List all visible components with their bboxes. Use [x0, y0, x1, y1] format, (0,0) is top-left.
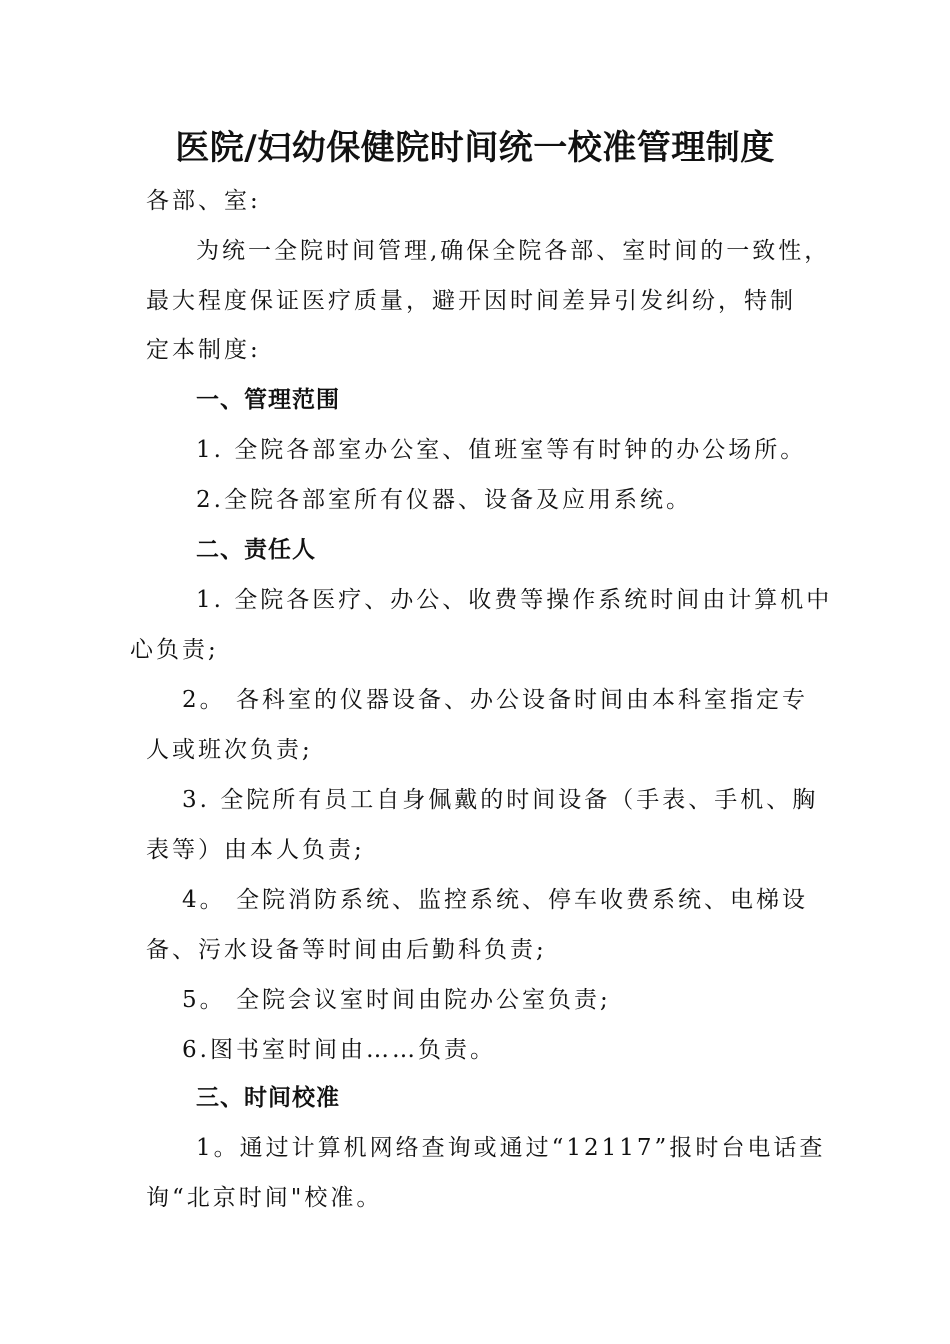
section-heading-calibration: 三、时间校准: [196, 1085, 340, 1111]
responsible-item-4: 4。 全院消防系统、监控系统、停车收费系统、电梯设: [182, 887, 808, 913]
responsible-item-6: 6.图书室时间由……负责。: [182, 1037, 496, 1063]
section-heading-scope: 一、管理范围: [196, 387, 340, 413]
scope-item-1: 1. 全院各部室办公室、值班室等有时钟的办公场所。: [196, 437, 807, 463]
scope-item-2: 2.全院各部室所有仪器、设备及应用系统。: [196, 487, 692, 513]
responsible-item-2: 2。 各科室的仪器设备、办公设备时间由本科室指定专: [182, 687, 808, 713]
document-title: 医院/妇幼保健院时间统一校准管理制度: [175, 128, 775, 168]
section-heading-responsible: 二、责任人: [196, 537, 316, 563]
salutation: 各部、室:: [146, 188, 261, 214]
responsible-item-1-cont: 心负责;: [130, 637, 219, 663]
intro-line-3: 定本制度:: [146, 337, 261, 363]
responsible-item-1: 1. 全院各医疗、办公、收费等操作系统时间由计算机中: [196, 587, 833, 613]
intro-line-1: 为统一全院时间管理,确保全院各部、室时间的一致性，: [196, 238, 831, 264]
responsible-item-4-cont: 备、污水设备等时间由后勤科负责;: [146, 937, 547, 963]
calibration-item-1: 1。通过计算机网络查询或通过“12117”报时台电话查: [196, 1135, 826, 1161]
responsible-item-5: 5。 全院会议室时间由院办公室负责;: [182, 987, 611, 1013]
responsible-item-3-cont: 表等）由本人负责;: [146, 837, 365, 863]
responsible-item-2-cont: 人或班次负责;: [146, 737, 313, 763]
responsible-item-3: 3. 全院所有员工自身佩戴的时间设备（手表、手机、胸: [182, 787, 819, 813]
intro-line-2: 最大程度保证医疗质量，避开因时间差异引发纠纷，特制: [146, 288, 796, 314]
calibration-item-1-cont: 询“北京时间"校准。: [146, 1185, 383, 1211]
